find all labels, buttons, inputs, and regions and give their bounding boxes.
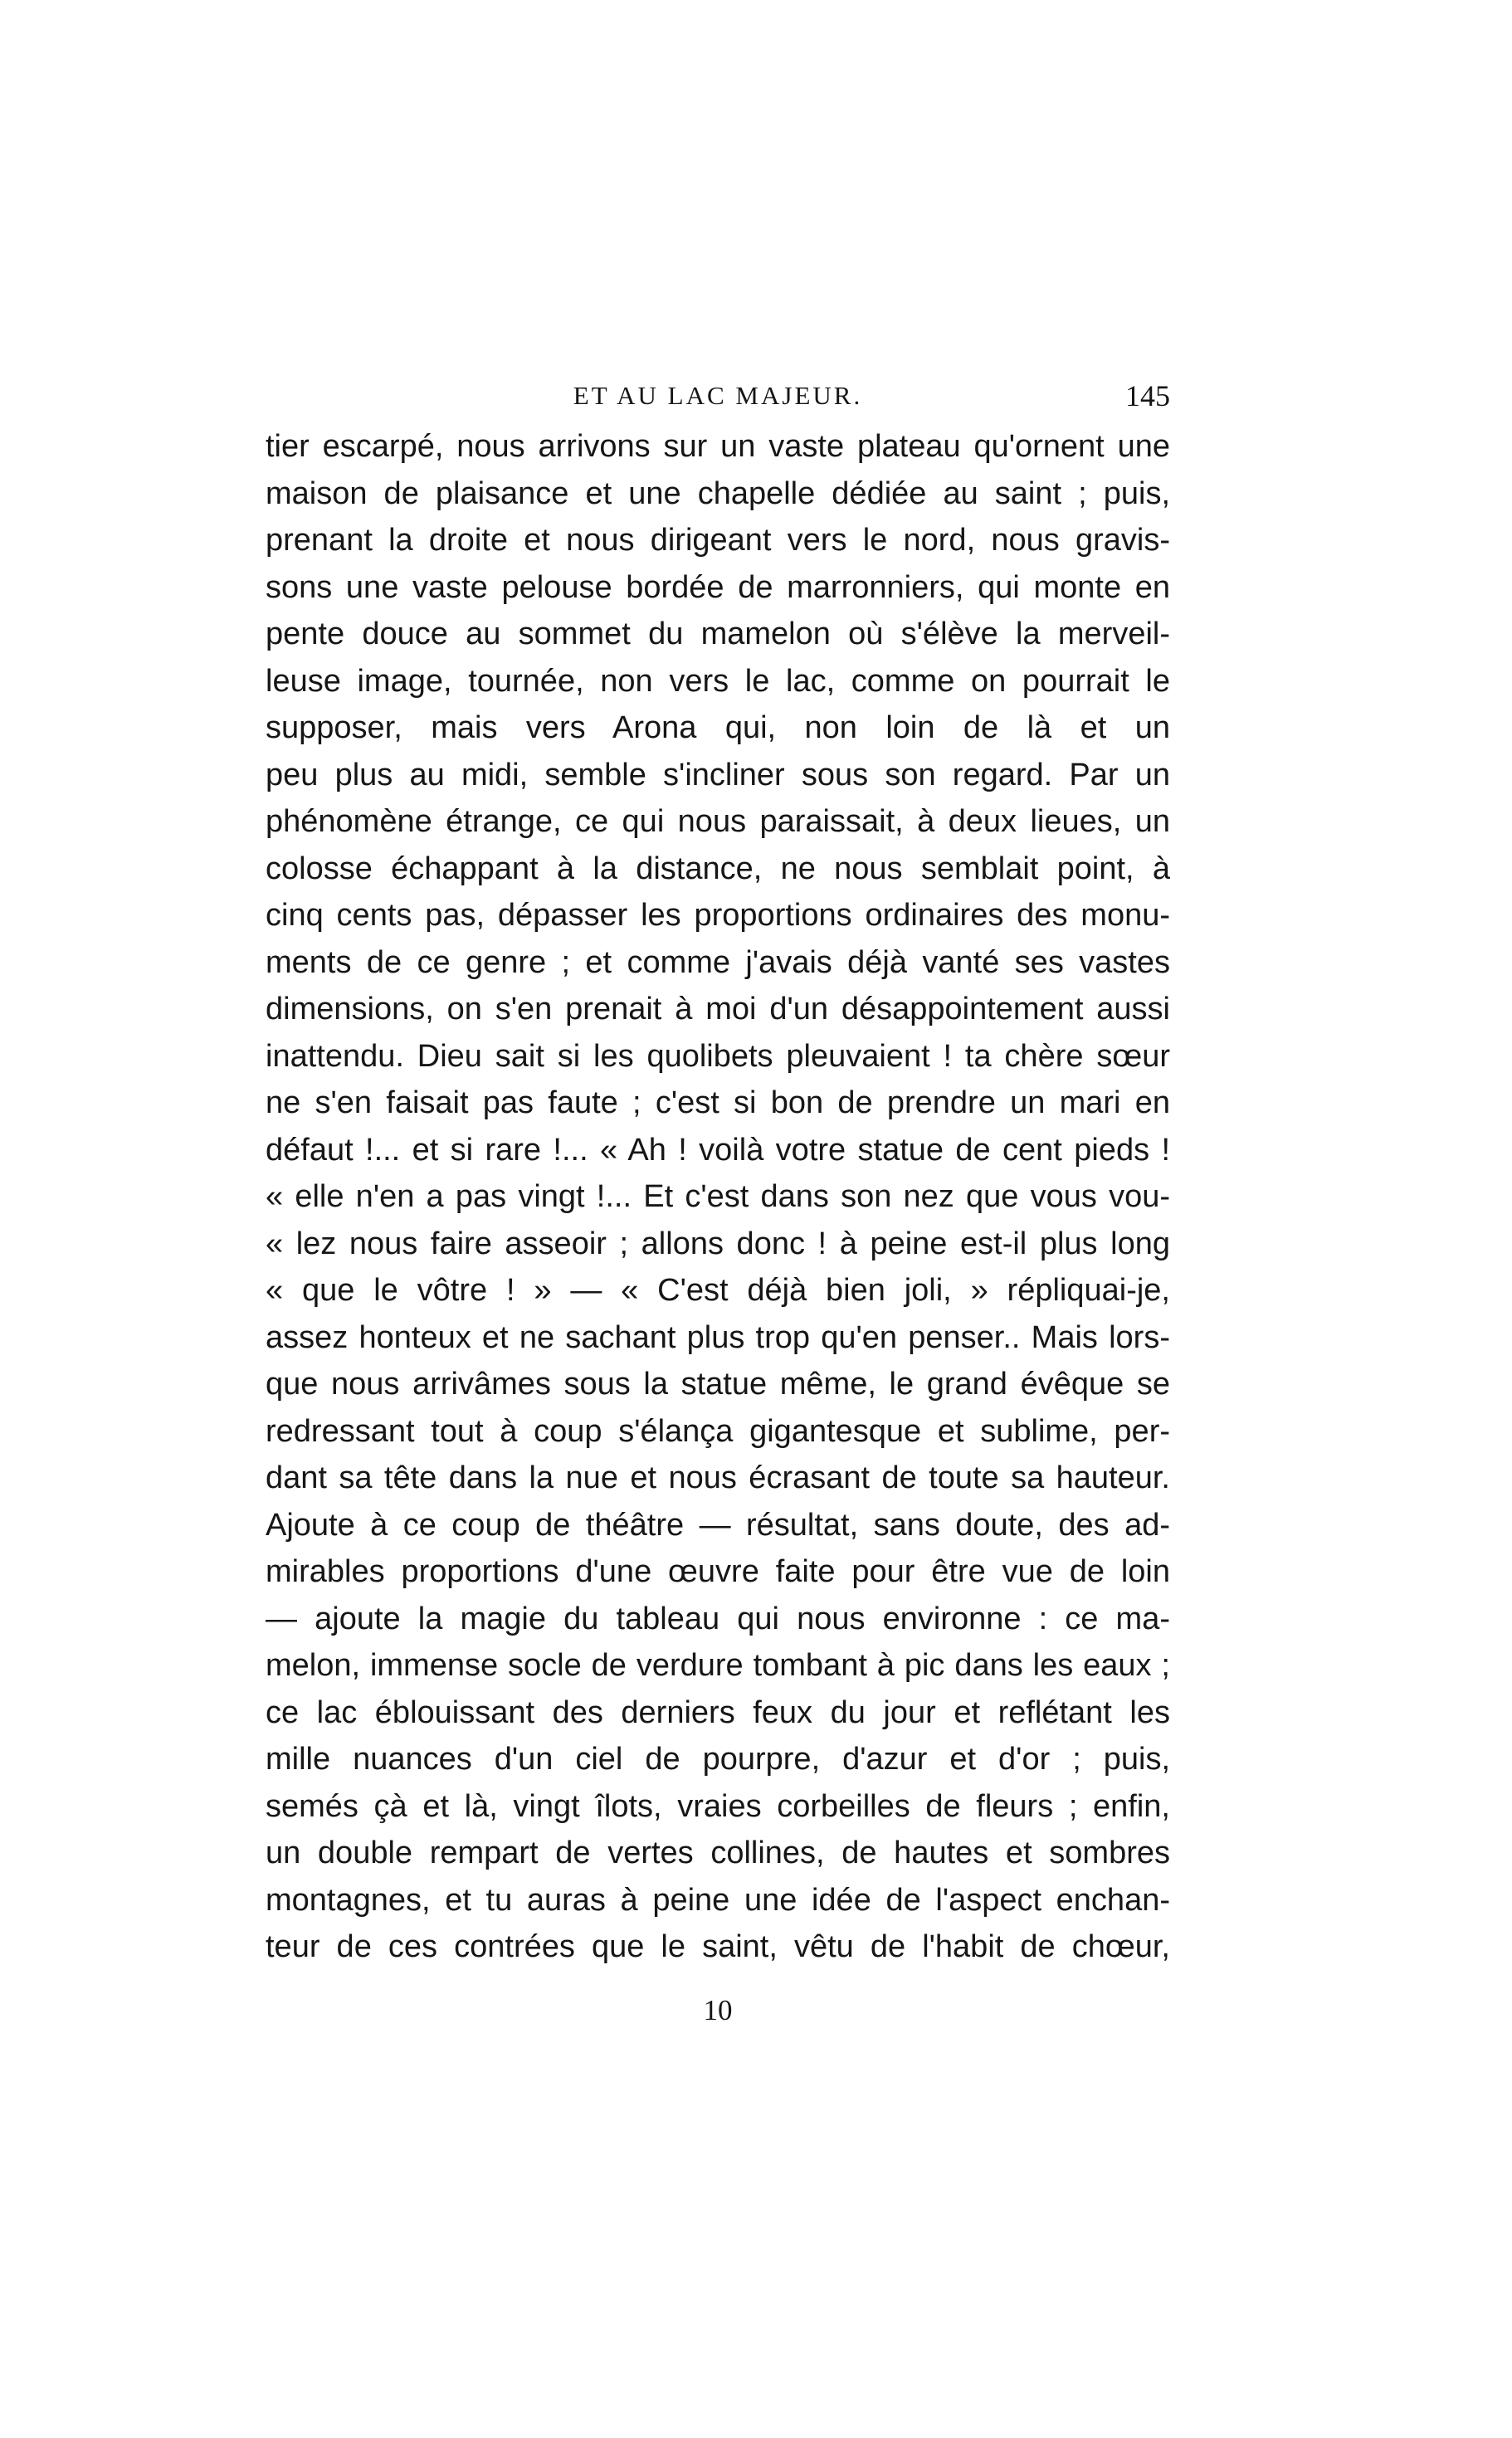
text-line: leuse image, tournée, non vers le lac, comme on pourrait le [266, 663, 1170, 699]
text-line: montagnes, et tu auras à peine une idée de l'aspect enchan- [266, 1882, 1170, 1918]
text-line: redressant tout à coup s'élança gigantesque et sublime, per- [266, 1413, 1170, 1449]
text-line: supposer, mais vers Arona qui, non loin de là et un [266, 710, 1170, 745]
text-line: « lez nous faire asseoir ; allons donc ! à peine est-il plus long [266, 1226, 1170, 1261]
text-line: dimensions, on s'en prenait à moi d'un désappointement aussi [266, 992, 1170, 1026]
text-line: maison de plaisance et une chapelle dédiée au saint ; puis, [266, 475, 1170, 511]
text-line: inattendu. Dieu sait si les quolibets pleuvaient ! ta chère sœur [266, 1038, 1170, 1074]
text-line: ne s'en faisait pas faute ; c'est si bon de prendre un mari en [266, 1085, 1170, 1120]
text-line: cinq cents pas, dépasser les proportions ordinaires des monu- [266, 898, 1170, 933]
text-line: défaut !... et si rare !... « Ah ! voilà votre statue de cent pieds ! [266, 1132, 1170, 1168]
text-line: assez honteux et ne sachant plus trop qu'en penser.. Mais lors- [266, 1319, 1170, 1355]
page-number: 145 [1125, 379, 1170, 412]
text-line: Ajoute à ce coup de théâtre — résultat, sans doute, des ad- [266, 1507, 1170, 1543]
text-line: pente douce au sommet du mamelon où s'élève la merveil- [266, 617, 1170, 651]
text-line: semés çà et là, vingt îlots, vraies corbeilles de fleurs ; enfin, [266, 1788, 1170, 1824]
running-head [266, 375, 1170, 417]
text-line: prenant la droite et nous dirigeant vers le nord, nous gravis- [266, 523, 1170, 558]
text-line: teur de ces contrées que le saint, vêtu de l'habit de chœur, [266, 1929, 1170, 1964]
text-line: phénomène étrange, ce qui nous paraissait, à deux lieues, un [266, 804, 1170, 839]
text-line: tier escarpé, nous arrivons sur un vaste plateau qu'ornent une [266, 429, 1170, 464]
text-line: ce lac éblouissant des derniers feux du jour et reflétant les [266, 1694, 1170, 1730]
text-line: ments de ce genre ; et comme j'avais déjà vanté ses vastes [266, 944, 1170, 980]
text-line: « que le vôtre ! » — « C'est déjà bien joli, » répliquai-je, [266, 1273, 1170, 1308]
text-line: — ajoute la magie du tableau qui nous environne : ce ma- [266, 1601, 1170, 1636]
text-line: mirables proportions d'une œuvre faite pour être vue de loin [266, 1554, 1170, 1589]
running-title: ET AU LAC MAJEUR. [573, 381, 863, 410]
text-line: « elle n'en a pas vingt !... Et c'est dans son nez que vous vou- [266, 1179, 1170, 1214]
text-line: peu plus au midi, semble s'incliner sous son regard. Par un [266, 757, 1170, 792]
text-line: dant sa tête dans la nue et nous écrasant de toute sa hauteur. [266, 1460, 1170, 1495]
body-text [266, 423, 1170, 1971]
text-line: un double rempart de vertes collines, de hautes et sombres [266, 1836, 1170, 1870]
signature-mark: 10 [703, 1994, 733, 2026]
text-line: que nous arrivâmes sous la statue même, le grand évêque se [266, 1367, 1170, 1402]
text-line: mille nuances d'un ciel de pourpre, d'azur et d'or ; puis, [266, 1742, 1170, 1777]
text-line: colosse échappant à la distance, ne nous semblait point, à [266, 851, 1170, 886]
text-line: sons une vaste pelouse bordée de marronniers, qui monte en [266, 569, 1170, 605]
text-line: melon, immense socle de verdure tombant à pic dans les eaux ; [266, 1648, 1170, 1683]
